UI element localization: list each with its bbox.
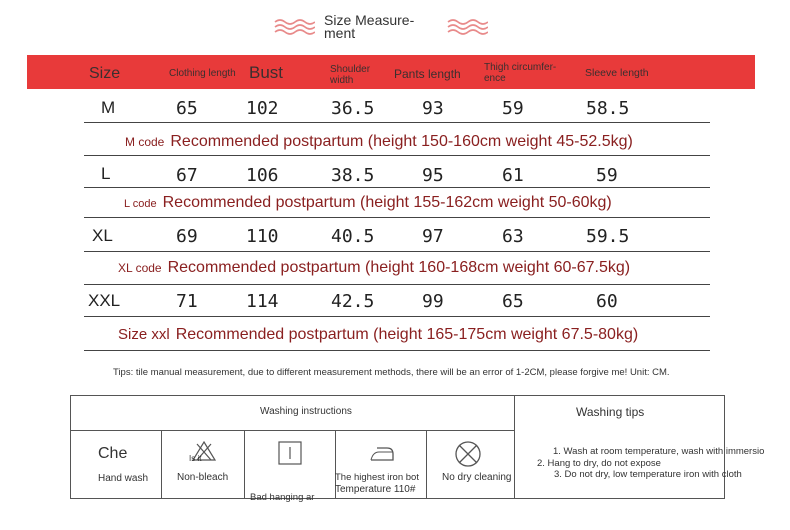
recommendation-text: Recommended postpartum (height 150-160cm weight 45-52.5kg) — [170, 133, 633, 150]
clothing-length-value: 65 — [176, 98, 198, 119]
size-table-header — [27, 55, 755, 89]
recommendation-l — [124, 194, 612, 212]
pants-value: 99 — [422, 291, 444, 312]
shoulder-value: 42.5 — [331, 291, 375, 312]
shoulder-value: 36.5 — [331, 98, 375, 119]
recommendation-code: Size xxl — [118, 326, 170, 343]
title-line-2: ment — [324, 25, 356, 41]
washing-divider — [244, 430, 245, 498]
row-divider — [84, 350, 710, 351]
non-bleach-icon-text: Is it — [189, 454, 202, 463]
header-shoulder-line-1: Shoulder — [330, 64, 371, 75]
size-label: M — [101, 98, 116, 117]
header-sleeve-length: Sleeve length — [585, 67, 649, 79]
iron-label-line-2: Temperature 110# — [335, 484, 416, 495]
washing-tip-1: 1. Wash at room temperature, wash with immersio — [553, 446, 765, 457]
row-divider — [84, 316, 710, 317]
row-divider — [84, 155, 710, 156]
header-shoulder-width — [330, 64, 370, 86]
washing-tip-2: 2. Hang to dry, do not expose — [537, 458, 661, 469]
recommendation-code: XL code — [118, 261, 162, 275]
recommendation-xxl — [118, 326, 638, 344]
washing-divider — [71, 430, 514, 431]
header-shoulder-line-2: width — [330, 75, 354, 86]
header-size: Size — [89, 65, 121, 82]
hand-wash-label: Hand wash — [98, 473, 149, 484]
sleeve-value: 58.5 — [586, 98, 630, 119]
recommendation-text: Recommended postpartum (height 155-162cm weight 50-60kg) — [162, 194, 612, 211]
row-divider — [84, 122, 710, 123]
clothing-length-value: 69 — [176, 226, 198, 247]
iron-icon — [367, 444, 397, 462]
pants-value: 95 — [422, 165, 444, 186]
recommendation-m — [125, 133, 633, 151]
bust-value: 110 — [246, 226, 279, 247]
washing-tips-header: Washing tips — [576, 405, 645, 419]
thigh-value: 63 — [502, 226, 524, 247]
bust-value: 102 — [246, 98, 279, 119]
header-bust: Bust — [249, 63, 284, 82]
hand-wash-icon: Che — [98, 445, 128, 462]
washing-divider — [514, 396, 515, 498]
bust-value: 106 — [246, 165, 279, 186]
washing-divider — [161, 430, 162, 498]
thigh-value: 61 — [502, 165, 524, 186]
size-label: XXL — [88, 291, 121, 310]
recommendation-code: M code — [125, 135, 165, 149]
size-label: L — [101, 164, 111, 183]
right-wave-decoration — [446, 16, 488, 38]
thigh-value: 65 — [502, 291, 524, 312]
sleeve-value: 59 — [596, 165, 618, 186]
iron-label-line-1: The highest iron bot — [335, 472, 419, 483]
pants-value: 93 — [422, 98, 444, 119]
non-bleach-label: Non-bleach — [177, 472, 229, 483]
recommendation-xl — [118, 259, 630, 277]
row-divider — [84, 217, 710, 218]
header-pants-length: Pants length — [394, 67, 461, 81]
shoulder-value: 40.5 — [331, 226, 375, 247]
clothing-length-value: 71 — [176, 291, 198, 312]
header-clothing-length: Clothing length — [169, 68, 236, 79]
washing-instructions-header: Washing instructions — [260, 406, 352, 417]
title-line-1: Size Measure- — [324, 12, 415, 28]
left-wave-decoration — [273, 16, 315, 38]
row-divider — [84, 251, 710, 252]
washing-tip-3: 3. Do not dry, low temperature iron with cloth — [554, 469, 742, 480]
clothing-length-value: 67 — [176, 165, 198, 186]
washing-table — [70, 395, 765, 503]
sleeve-value: 60 — [596, 291, 618, 312]
shoulder-value: 38.5 — [331, 165, 375, 186]
row-divider — [84, 284, 710, 285]
recommendation-text: Recommended postpartum (height 165-175cm weight 67.5-80kg) — [175, 326, 639, 343]
size-label: XL — [92, 226, 113, 245]
page-title — [324, 14, 414, 40]
bust-value: 114 — [246, 291, 279, 312]
header-thigh-circumference — [484, 62, 556, 84]
row-divider — [84, 187, 710, 188]
recommendation-code: L code — [124, 198, 157, 210]
sleeve-value: 59.5 — [586, 226, 630, 247]
recommendation-text: Recommended postpartum (height 160-168cm weight 60-67.5kg) — [167, 259, 631, 276]
header-thigh-line-2: ence — [484, 73, 506, 84]
pants-value: 97 — [422, 226, 444, 247]
header-thigh-line-1: Thigh circumfer- — [484, 62, 557, 73]
thigh-value: 59 — [502, 98, 524, 119]
no-dry-clean-label: No dry cleaning — [442, 472, 512, 483]
no-dry-clean-icon — [454, 440, 482, 468]
hang-dry-icon — [278, 441, 302, 465]
measurement-tips-note: Tips: tile manual measurement, due to different measurement methods, there will be an error of 1-2CM, please forgive me! Unit: CM. — [113, 367, 670, 378]
hanging-label: Bad hanging ar — [250, 492, 315, 503]
washing-divider — [426, 430, 427, 498]
